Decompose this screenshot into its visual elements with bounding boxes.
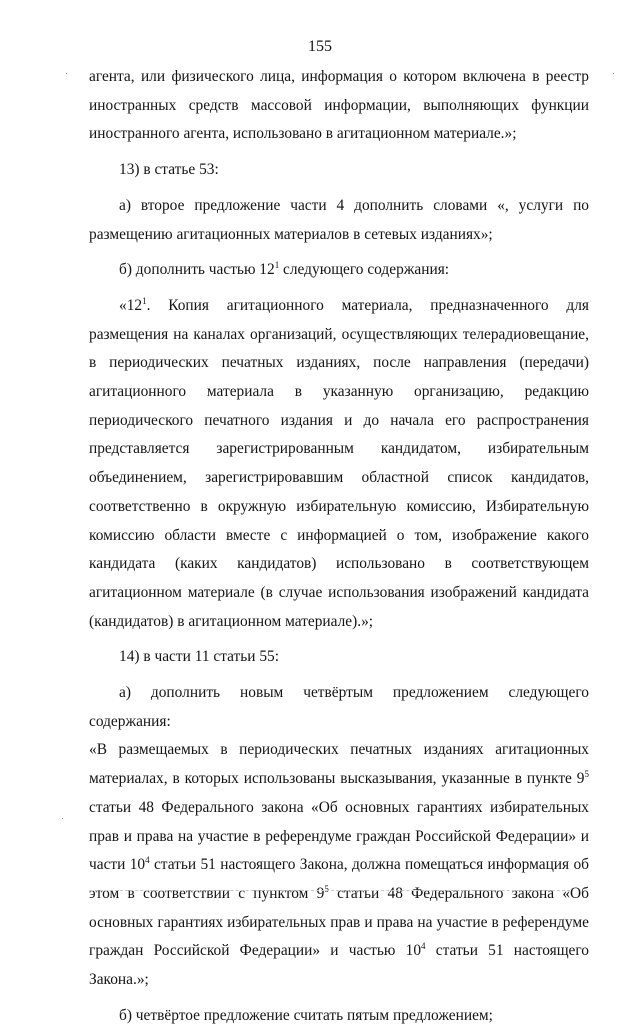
- superscript-index: 5: [324, 883, 329, 894]
- text-run: б) четвёртое предложение считать пятым предложением;: [119, 1006, 493, 1024]
- text-run: статьи 51 настоящего Закона, должна помещаться информация об этом в соответствии с пунктом 9: [89, 856, 589, 902]
- text-run: статьи 48 Федерального закона «Об основных гарантиях избирательных прав и права на участие в референдуме граждан Российской Федерации» и частью 10: [89, 884, 589, 960]
- superscript-index: 4: [145, 855, 150, 866]
- superscript-index: 1: [274, 260, 280, 271]
- text-run: статьи 51 настоящего Закона.»;: [89, 942, 590, 989]
- page-number: 155: [308, 38, 332, 55]
- paragraph-item-13: [89, 156, 589, 185]
- document-body: [89, 63, 589, 1031]
- text-run: а) дополнить новым четвёртым предложением следующего содержания:: [89, 684, 589, 730]
- text-run: агента, или физического лица, информация о котором включена в реестр иностранных средств массовой информации, выполняющих функции иностранного агента, использовано в агитационном материале.»;: [89, 68, 589, 143]
- text-run: следующего содержания:: [279, 261, 450, 279]
- text-run: 13) в статье 53:: [119, 161, 219, 179]
- paragraph-item-14a: [89, 679, 589, 736]
- paragraph-item-14b: [89, 1002, 589, 1031]
- scan-speck: [613, 73, 614, 74]
- paragraph-item-14: [89, 643, 589, 672]
- text-run: «12: [119, 296, 143, 314]
- paragraph-quoted-sentence: [89, 736, 589, 994]
- text-run: 14) в части 11 статьи 55:: [119, 648, 280, 666]
- superscript-index: 5: [584, 769, 589, 780]
- scan-edge-noise: [90, 890, 570, 892]
- text-run: б) дополнить частью 12: [119, 261, 275, 279]
- paragraph-item-13a: [89, 192, 589, 249]
- paragraph-item-13b: [89, 256, 589, 285]
- paragraph-continuation: [89, 63, 589, 149]
- text-run: статьи 48 Федерального закона «Об основных гарантиях избирательных прав и права на участие в референдуме граждан Российской Федерации» и части 10: [89, 798, 589, 874]
- superscript-index: 1: [142, 295, 147, 306]
- paragraph-part-12-1: [89, 292, 589, 636]
- text-run: «В размещаемых в периодических печатных изданиях агитационных материалах, в которых использованы высказывания, указанные в пункте 9: [89, 741, 589, 788]
- superscript-index: 4: [421, 941, 426, 952]
- scan-speck: [62, 818, 63, 819]
- scan-speck: [66, 73, 67, 74]
- text-run: а) второе предложение части 4 дополнить словами «, услуги по размещению агитационных материалов в сетевых изданиях»;: [89, 196, 589, 243]
- text-run: . Копия агитационного материала, предназначенного для размещения на каналах организаций, осуществляющих телерадиовещание, в периодических печатных изданиях, после направления (передачи) агитационного материала в указанную организацию, редакцию периодического печатного издания и до начала его распространения представляется зарегистрированным кандидатом, избирательным объединением, зарегистрировавшим областной список кандидатов, соответственно в окружную избирательную комиссию, Избирательную комиссию области вместе с информацией о том, изображение какого кандидата (каких кандидатов) использовано в соответствующем агитационном материале (в случае использования изображений кандидата (кандидатов) в агитационном материале).»;: [89, 296, 589, 630]
